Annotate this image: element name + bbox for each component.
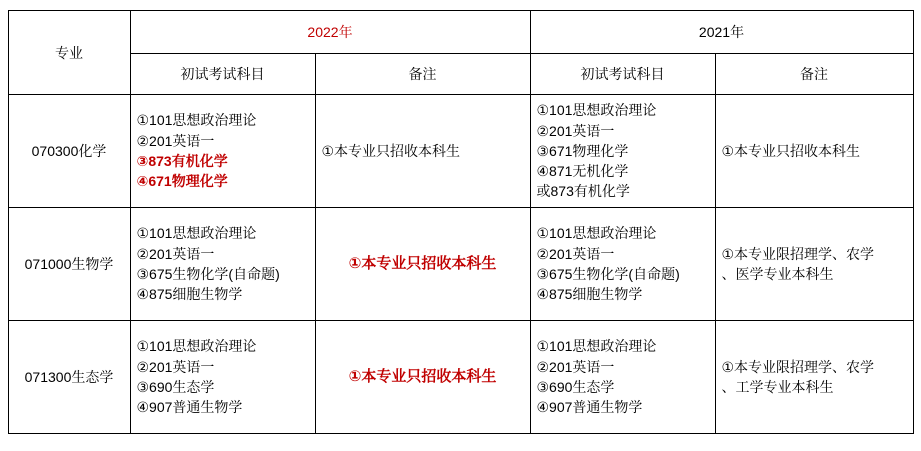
header-row-sub: [8, 54, 913, 95]
header-note-2022: 备注: [315, 54, 530, 95]
table-row: [8, 208, 913, 321]
cell-major: 071300生态学: [8, 321, 130, 434]
table-body: [8, 95, 913, 434]
cell-exam-subjects-2022-line: ③675生物化学(自命题): [136, 266, 280, 282]
cell-exam-subjects-2022-line: ②201英语一: [136, 245, 215, 262]
cell-exam-subjects-2021-line: 或873有机化学: [536, 183, 630, 200]
cell-exam-subjects-2021-line: ③675生物化学(自命题): [536, 266, 680, 282]
cell-exam-subjects-2021-line: ①101思想政治理论: [536, 102, 657, 119]
cell-exam-subjects-2022: [130, 95, 315, 208]
cell-exam-subjects-2022-line: ④907普通生物学: [136, 399, 243, 416]
cell-note-2022: [315, 208, 530, 321]
header-year-2021: 2021年: [530, 11, 913, 54]
cell-exam-subjects-2022-line: ③690生态学: [136, 379, 215, 395]
cell-major: 070300化学: [8, 95, 130, 208]
cell-note-2022-line: ①本专业只招收本科生: [348, 368, 497, 386]
cell-exam-subjects-2021-line: ④907普通生物学: [536, 399, 643, 416]
cell-exam-subjects-2022-line: ④671物理化学: [136, 173, 228, 190]
cell-exam-subjects-2022-line: ①101思想政治理论: [136, 338, 257, 355]
cell-exam-subjects-2021-line: ④871无机化学: [536, 163, 629, 180]
cell-note-2021: [715, 321, 913, 434]
cell-exam-subjects-2022-line: ②201英语一: [136, 132, 215, 149]
header-note-2021: 备注: [715, 54, 913, 95]
header-exam-subjects-2022: 初试考试科目: [130, 54, 315, 95]
cell-note-2021-line: ①本专业限招理学、农学: [721, 245, 875, 262]
cell-note-2022: [315, 321, 530, 434]
cell-exam-subjects-2022: [130, 321, 315, 434]
cell-major: 071000生物学: [8, 208, 130, 321]
cell-exam-subjects-2021-line: ①101思想政治理论: [536, 338, 657, 355]
table-row: [8, 95, 913, 208]
exam-subjects-table: [8, 10, 914, 434]
cell-exam-subjects-2022-line: ①101思想政治理论: [136, 225, 257, 242]
cell-exam-subjects-2021-line: ③671物理化学: [536, 142, 629, 159]
header-year-2022: 2022年: [130, 11, 530, 54]
cell-note-2022-line: ①本专业只招收本科生: [348, 255, 497, 273]
cell-exam-subjects-2021-line: ①101思想政治理论: [536, 225, 657, 242]
cell-exam-subjects-2021-line: ②201英语一: [536, 245, 615, 262]
cell-exam-subjects-2022: [130, 208, 315, 321]
cell-exam-subjects-2021-line: ②201英语一: [536, 358, 615, 375]
cell-exam-subjects-2021: [530, 321, 715, 434]
cell-note-2021: [715, 208, 913, 321]
header-row-year: [8, 11, 913, 54]
header-exam-subjects-2021: 初试考试科目: [530, 54, 715, 95]
cell-note-2022-line: ①本专业只招收本科生: [321, 142, 461, 159]
cell-exam-subjects-2021-line: ②201英语一: [536, 122, 615, 139]
cell-exam-subjects-2022-line: ③873有机化学: [136, 153, 228, 169]
cell-note-2021-line: 、医学专业本科生: [721, 266, 834, 282]
cell-exam-subjects-2022-line: ②201英语一: [136, 358, 215, 375]
cell-exam-subjects-2022-line: ④875细胞生物学: [136, 286, 243, 303]
cell-note-2021-line: 、工学专业本科生: [721, 379, 834, 395]
header-major: 专业: [8, 11, 130, 95]
table-header: [8, 11, 913, 95]
cell-exam-subjects-2021-line: ③690生态学: [536, 379, 615, 395]
cell-exam-subjects-2021: [530, 208, 715, 321]
cell-note-2021-line: ①本专业限招理学、农学: [721, 358, 875, 375]
cell-exam-subjects-2021-line: ④875细胞生物学: [536, 286, 643, 303]
cell-note-2021-line: ①本专业只招收本科生: [721, 142, 861, 159]
cell-note-2021: [715, 95, 913, 208]
cell-exam-subjects-2022-line: ①101思想政治理论: [136, 112, 257, 129]
cell-note-2022: [315, 95, 530, 208]
cell-exam-subjects-2021: [530, 95, 715, 208]
table-row: [8, 321, 913, 434]
